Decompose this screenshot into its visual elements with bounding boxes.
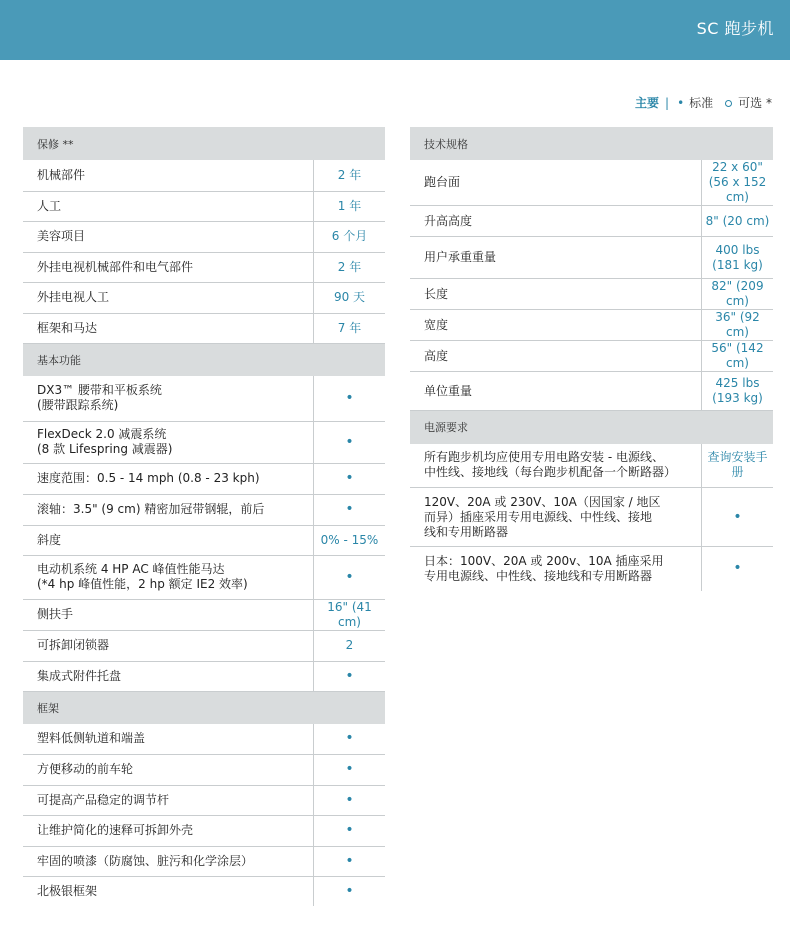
row-label-line: 日本：100V、20A 或 200v、10A 插座采用 [424, 553, 664, 568]
row-value: • [314, 724, 386, 754]
left-spec-table [23, 127, 385, 906]
table-row [23, 661, 385, 691]
row-label: 美容项目 [23, 221, 314, 252]
row-value: • [314, 785, 386, 815]
section-header [23, 691, 385, 724]
row-value: 90 天 [314, 282, 386, 313]
row-label: 塑料低侧轨道和端盖 [23, 724, 314, 754]
row-value: • [314, 376, 386, 421]
row-label: 北极银框架 [37, 883, 98, 898]
row-label: 方便移动的前车轮 [23, 754, 314, 785]
row-label: 高度 [410, 341, 702, 372]
row-label-line: 中性线、接地线（每台跑步机配备一个断路器） [424, 465, 677, 480]
row-value: 6 个月 [314, 221, 386, 252]
section-title: 电源要求 [410, 411, 773, 444]
row-value-line: (193 kg) [712, 391, 763, 405]
table-row [410, 372, 773, 411]
row-value: • [702, 488, 774, 547]
table-row [23, 221, 385, 252]
legend-separator: | [665, 96, 670, 110]
table-row [410, 160, 773, 206]
table-row [23, 754, 385, 785]
row-value: 2 [314, 630, 386, 661]
row-value: • [314, 555, 386, 599]
installation-manual-link[interactable]: 查询安装手册 [702, 444, 774, 488]
legend-optional-ring-icon [725, 100, 732, 107]
row-label: 机械部件 [23, 160, 314, 191]
table-row [23, 785, 385, 815]
legend-standard-dot: • [677, 96, 685, 110]
right-spec-table [410, 127, 773, 591]
row-label: 速度范围：0.5 - 14 mph (0.8 - 23 kph) [23, 463, 314, 494]
section-header [23, 343, 385, 376]
row-value: 36" (92 cm) [702, 310, 774, 341]
row-value-line: 400 lbs [715, 242, 760, 257]
table-row [23, 555, 385, 599]
table-row [23, 846, 385, 876]
table-row [23, 494, 385, 525]
row-label-line: 120V、20A 或 230V、10A（因国家 / 地区 [424, 494, 661, 509]
legend-primary: 主要 [635, 96, 660, 110]
row-label: 人工 [23, 191, 314, 221]
row-value: 7 年 [314, 313, 386, 343]
row-label [23, 421, 314, 463]
table-row [23, 191, 385, 221]
row-value-line: (181 kg) [712, 257, 763, 272]
row-label-line: 专用电源线、中性线、接地线和专用断路器 [424, 568, 653, 583]
row-label-line: (腰带跟踪系统) [37, 398, 119, 413]
section-title: 基本功能 [23, 343, 385, 376]
table-row [410, 488, 773, 547]
row-label: 框架和马达 [23, 313, 314, 343]
row-label-line: (8 款 Lifespring 减震器) [37, 442, 173, 456]
row-value: • [314, 876, 386, 906]
row-value: • [314, 421, 386, 463]
row-value: 2 年 [314, 252, 386, 282]
row-label-line: 线和专用断路器 [424, 524, 509, 539]
row-label-line: DX3™ 腰带和平板系统 [37, 383, 162, 398]
section-title: 保修 ** [23, 127, 385, 160]
row-label: 外挂电视人工 [23, 282, 314, 313]
row-label [410, 488, 702, 547]
row-label: 滚轴：3.5" (9 cm) 精密加冠带钢辊，前后 [23, 494, 314, 525]
row-label: 升高高度 [410, 206, 702, 237]
table-row [23, 815, 385, 846]
table-row [410, 310, 773, 341]
row-label-line: (*4 hp 峰值性能，2 hp 额定 IE2 效率) [37, 577, 248, 591]
table-row [23, 525, 385, 555]
row-value: • [314, 754, 386, 785]
table-row [23, 252, 385, 282]
row-label: 长度 [410, 279, 702, 310]
row-label: 跑台面 [410, 160, 702, 206]
row-label [23, 376, 314, 421]
row-value-line: 22 x 60" [712, 160, 763, 174]
table-row [410, 444, 773, 488]
row-value: 8" (20 cm) [702, 206, 774, 237]
table-row [410, 237, 773, 279]
row-value: 0% - 15% [314, 525, 386, 555]
row-value: • [314, 463, 386, 494]
section-header [410, 127, 773, 160]
row-value: • [314, 846, 386, 876]
table-row [410, 206, 773, 237]
table-row [23, 160, 385, 191]
table-row [23, 724, 385, 754]
section-title: 技术规格 [410, 127, 773, 160]
row-label-line: FlexDeck 2.0 减震系统 [37, 427, 167, 441]
table-row [23, 599, 385, 630]
row-value: 56" (142 cm) [702, 341, 774, 372]
page-title: SC 跑步机 [696, 19, 774, 38]
row-value: 1 年 [314, 191, 386, 221]
row-label: 集成式附件托盘 [23, 661, 314, 691]
table-row [410, 279, 773, 310]
row-value [702, 160, 774, 206]
row-label [410, 444, 702, 488]
table-row [23, 463, 385, 494]
row-value-line: 425 lbs [715, 376, 760, 390]
row-value: 2 年 [314, 160, 386, 191]
row-label-line: 所有跑步机均应使用专用电路安装 - 电源线、 [424, 450, 664, 465]
row-label: 侧扶手 [23, 599, 314, 630]
row-label-line: 而异）插座采用专用电源线、中性线、接地 [424, 509, 653, 524]
row-label-line: 电动机系统 4 HP AC 峰值性能马达 [37, 562, 225, 576]
row-label: 让维护简化的速释可拆卸外壳 [23, 815, 314, 846]
table-row [23, 282, 385, 313]
row-label: 可拆卸闭锁器 [23, 630, 314, 661]
row-value: 82" (209 cm) [702, 279, 774, 310]
row-label: 牢固的喷漆（防腐蚀、脏污和化学涂层） [23, 846, 314, 876]
row-value: • [702, 547, 774, 591]
row-label [410, 547, 702, 591]
legend-optional: 可选 * [738, 96, 772, 110]
row-label: 斜度 [23, 525, 314, 555]
legend-standard: 标准 [689, 96, 714, 110]
row-label: 外挂电视机械部件和电气部件 [23, 252, 314, 282]
row-value: • [314, 661, 386, 691]
row-value [702, 237, 774, 279]
row-value-line: (56 x 152 cm) [708, 175, 767, 204]
section-title: 框架 [23, 691, 385, 724]
table-row [23, 421, 385, 463]
row-label: 用户承重重量 [410, 237, 702, 279]
table-row [410, 547, 773, 591]
row-value: • [314, 494, 386, 525]
table-row [410, 341, 773, 372]
table-row [23, 376, 385, 421]
table-row [23, 630, 385, 661]
section-header [23, 127, 385, 160]
row-label: 单位重量 [410, 372, 702, 411]
row-label [23, 555, 314, 599]
row-value: 16" (41 cm) [314, 599, 386, 630]
row-value [702, 372, 774, 411]
legend [635, 94, 772, 111]
page-header [0, 0, 790, 60]
table-row [23, 313, 385, 343]
table-row [23, 876, 385, 906]
section-header [410, 411, 773, 444]
row-label: 宽度 [410, 310, 702, 341]
row-label: 可提高产品稳定的调节杆 [23, 785, 314, 815]
row-value: • [314, 815, 386, 846]
